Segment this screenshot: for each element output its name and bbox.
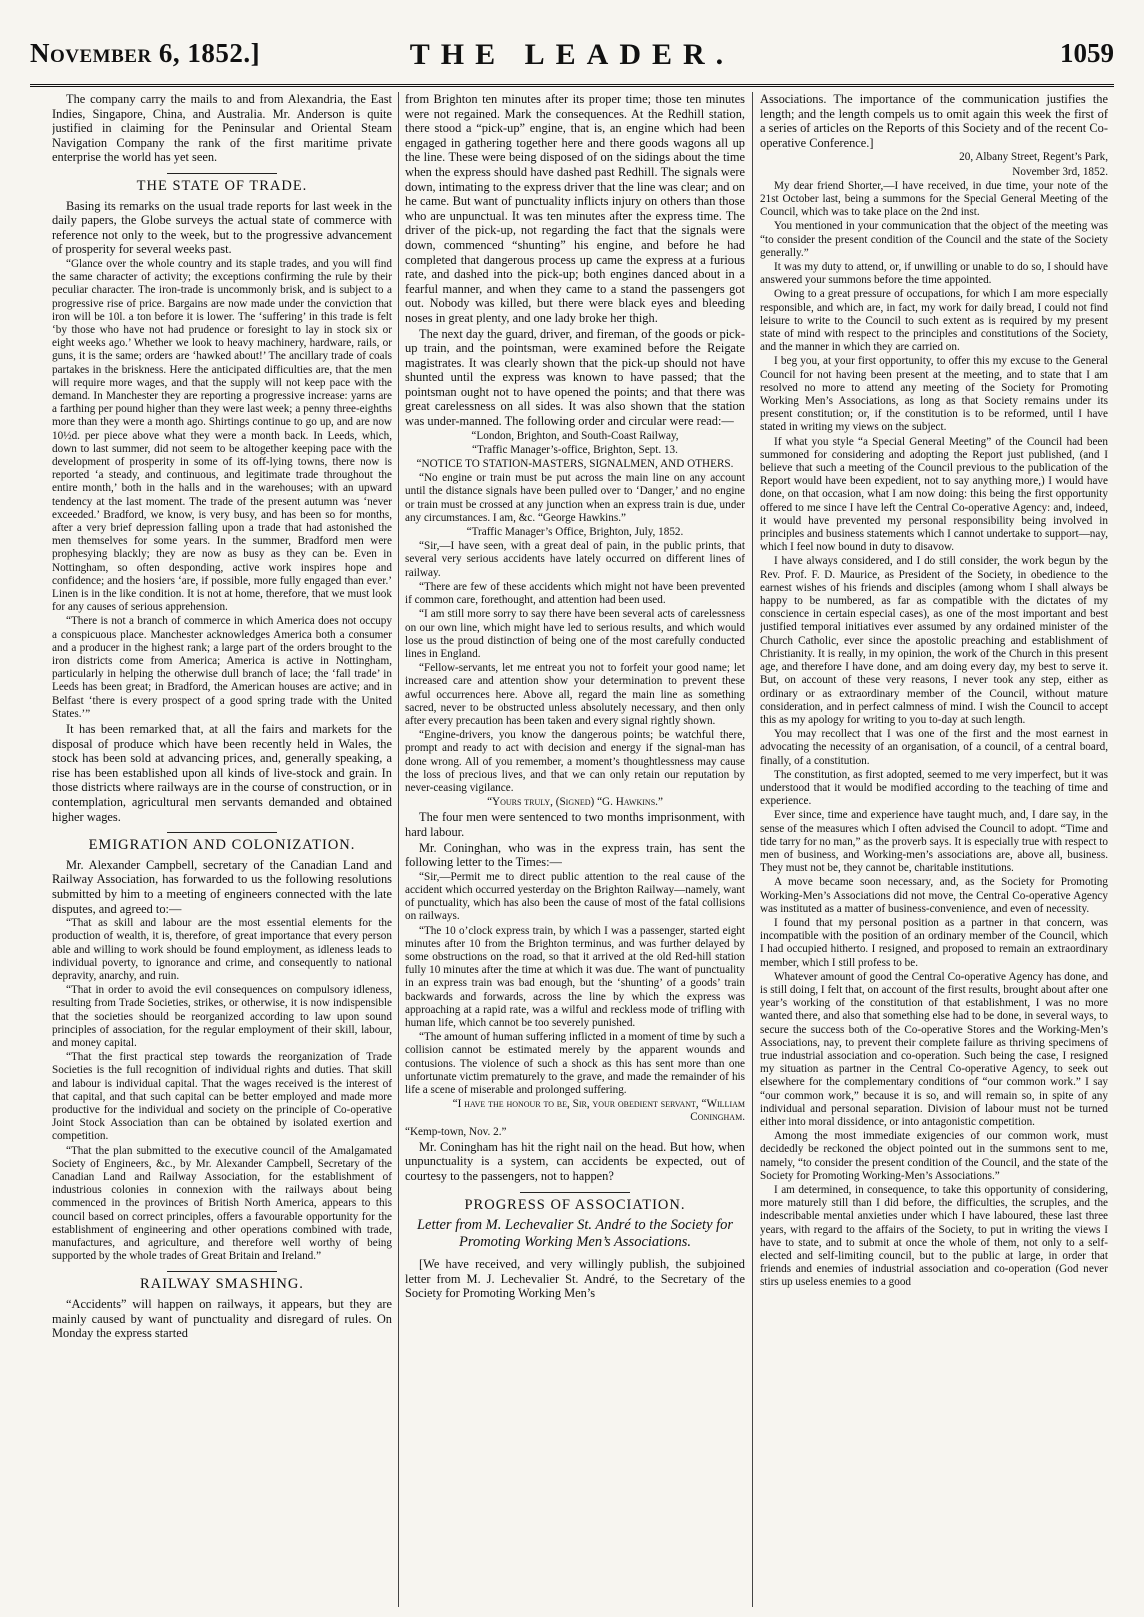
letter-paragraph: I found that my personal position as a partner in that concern, was incompatible with the position of an ordinary member of the Council, which I had occupied hitherto. I resigned, and proposed to remain an extraordinary member, which I still profess to be. [760,916,1108,969]
article-paragraph: Mr. Coninghan, who was in the express train, has sent the following letter to the Times:— [405,840,745,870]
column-divider [398,92,399,1607]
article-paragraph: “That in order to avoid the evil consequences on compulsory idleness, resulting from Trade Societies, strikes, or otherwise, it is now indispensible that the societies should be reorganized according to law upon sound principles of association, for the regular employment of their skill, labour, and money capital. [52,984,392,1049]
letter-paragraph: Among the most immediate exigencies of our common work, must decidedly be reckoned the object pointed out in the summons sent to me, namely, “to consider the present condition of the Council, and the state of the Society for Promoting Working-Men’s Associations.” [760,1130,1108,1182]
letter-paragraph: It was my duty to attend, or, if unwilling or unable to do so, I should have answered your summons before the time appointed. [760,261,1108,287]
article-paragraph: The four men were sentenced to two months imprisonment, with hard labour. [405,810,745,839]
column-1 [52,92,392,1607]
letter-paragraph: If what you style “a Special General Meeting” of the Council had been summoned for considering and adopting the Report just published, (and I believe that such a meeting of the Council previous to the publication of the Report would have been expedient, not to say anything more,) I would have done, on that occasion, what I am now doing: this being the first opportunity offered to me since I have left the Central Co-operative Agency: and, indeed, it would have prevented my personal responsibility being involved in principles and business statements which I cannot undertake to support—nay, which I feel now bound in duty to disavow. [760,435,1108,554]
article-paragraph: Associations. The importance of the communication justifies the length; and the length compels us to omit again this week the first of a series of articles on the Reports of this Society and of the recent Co-operative Conference.] [760,92,1108,150]
article-paragraph: “That the plan submitted to the executive council of the Amalgamated Society of Engineers, &c., by Mr. Alexander Campbell, Secretary of the Canadian Land and Railway Association, for the establishment of industrious colonies in connexion with the railways about being commenced in the provinces of British North America, appears to this council based on correct principles, offers a favourable opportunity for the establishment of engineering and other operations combined with trade, manufactures, and agriculture, and therefore well worthy of being supported by the whole trades of Great Britain and Ireland.” [52,1144,392,1263]
notice-header: “London, Brighton, and South-Coast Railway, [471,429,679,442]
column-divider [752,92,753,1607]
masthead [30,38,1114,87]
section-heading: THE STATE OF TRADE. [136,177,308,194]
article-paragraph: “There is not a branch of commerce in which America does not occupy a conspicuous place. Manchester acknowledges America both a consumer and a producer in the highest rank; a large part of the orders brought to the iron districts come from America; America is active in Nottingham, particularly in helping the otherwise dull branch of lace; the ‘fall trade’ in Leeds has been great; in Bradford, the American houses are active; and in Belfast ‘there is every prospect of a good spring trade with the United States.’” [52,615,392,720]
letter-paragraph: My dear friend Shorter,—I have received, in due time, your note of the 21st October last, being a summons for the Special General Meeting of the Council, which was to take place on the 2nd inst. [760,179,1108,219]
letter-paragraph: I am determined, in consequence, to take this opportunity of considering, more maturely still than I did before, the difficulties, the scruples, and the indescribable mental anxieties under which I have laboured, these last three years, with regard to the affairs of the Society, to put in writing the views I have to state, and to submit at once the whole of them, not only to a self-elected and self-limiting council, but to the public at large, in order that friends and enemies of industrial association and co-operation (God never stirs up useless enemies to a good [760,1184,1108,1289]
circular-paragraph: “Fellow-servants, let me entreat you not to forfeit your good name; let increased care and attention show your determination to prevent these awful occurrences here. Above all, regard the main line as something sacred, never to be obstructed unless absolutely necessary, and then only after every precaution has been taken and every signal rightly shown. [405,662,745,727]
article-paragraph: “Accidents” will happen on railways, it appears, but they are mainly caused by want of punctuality and disregard of rules. On Monday the express started [52,1297,392,1341]
circular-signature: “Yours truly, (Signed) “G. Hawkins.” [487,796,663,809]
letter-paragraph: Owing to a great pressure of occupations, for which I am more especially responsible, and which are, in fact, my work for daily bread, I could not find leisure to write to the Council to such extent as is required by my present state of mind with respect to the principles and constitutions of the Society, and the manner in which they are carried on. [760,288,1108,354]
circular-paragraph: “There are few of these accidents which might not have been prevented if common care, forethought, and attention had been used. [405,580,745,607]
article-paragraph: “That as skill and labour are the most essential elements for the production of wealth, it is, therefore, of great importance that every person able and willing to work should be found employment, as idleness leads to individual poverty, to ignorance and crime, and consequently to national depravity, anarchy, and ruin. [52,917,392,982]
column-3 [760,92,1108,1607]
article-paragraph: Basing its remarks on the usual trade reports for last week in the daily papers, the Globe surveys the actual state of commerce with reference not only to the week, but to the progressive advancement of prosperity for several weeks past. [52,198,392,257]
letter-paragraph: “The amount of human suffering inflicted in a moment of time by such a collision cannot be estimated merely by the apparent wounds and contusions. The violence of such a shock as this has sent more than one unfortunate victim prematurely to the grave, and made the remainder of his life a scene of miserable and prolonged suffering. [405,1031,745,1096]
letter-paragraph: You may recollect that I was one of the first and the most earnest in advocating the necessity of an organisation, of a council, of a central board, finally, of a constitution. [760,728,1108,767]
article-paragraph: from Brighton ten minutes after its proper time; those ten minutes were not regained. Mark the consequences. At the Redhill station, there stood a “pick-up” engine, that is, an engine which had been engaged in gathering together here and there goods wagons all up the line. These were being disposed of on the sidings about the time when the express should have dashed past Redhill. The signals were down, intimating to the express driver that the line was clear; and on he came. But want of punctuality inflicts injury on others than those who are unpunctual. It was ten minutes after the express time. The driver of the pick-up, not regarding the fact that the signals were down, commenced “shunting” his engine, and before he had completed that dangerous process up came the express at a furious rate, and dashed into the pick-up; both engines danced about in a fearful manner, and when they came to a stand the passengers got out. Nobody was killed, but there were black eyes and bleeding noses in great plenty, and one lady broke her thigh. [405,92,745,325]
section-heading: RAILWAY SMASHING. [140,1276,304,1293]
letter-paragraph: I beg you, at your first opportunity, to offer this my excuse to the General Council for not having been present at the meeting, and to state that I am resolved no more to attend any meeting of the Society for Promoting Working Men’s Associations, as long as that Society remains under its present constitution; or, if the constitution is to be reformed, until I have stated in writing my views on the subject. [760,355,1108,434]
section-heading: PROGRESS OF ASSOCIATION. [464,1196,686,1213]
circular-paragraph: “Engine-drivers, you know the dangerous points; be watchful there, prompt and ready to act with decision and energy if the signal-man has done wrong. All of you remember, a moment’s thoughtlessness may cause the loss of precious lives, and that we can only retain our reputation by never-ceasing vigilance. [405,729,745,794]
section-rule [167,173,277,174]
letter-paragraph: The constitution, as first adopted, seemed to me very imperfect, but it was understood that it would be modified according to the teaching of time and experience. [760,768,1108,808]
column-2 [405,92,745,1607]
article-paragraph: It has been remarked that, at all the fairs and markets for the disposal of produce which have been recently held in Wales, the stock has been sold at advancing prices, and, generally speaking, a rise has been established upon all kinds of live-stock and grain. In those districts where railways are in the course of construction, or in contemplation, agricultural men servants demanded and obtained higher wages. [52,722,392,824]
letter-paragraph: Whatever amount of good the Central Co-operative Agency has done, and is still doing, I felt that, on account of the first results, brought about after one year’s working of the constitution of that establishment, I was no more wanted there, and also that something else had to be done, in several ways, to secure the success both of the Co-operative Stores and the Working-Men’s Associations, nay, to prevent their complete failure as thriving specimens of true industrial association and co-operation. Such being the case, I resigned my situation as partner in the Central Co-operative Agency, to seek out elsewhere for the complementary conditions of “our common work.” I say “our common work,” because it is so, and will remain so, in spite of any individual and personal separation. Division of labour must not be turned either into moral dissidence, or into antagonistic competition. [760,970,1108,1128]
section-rule [167,832,277,833]
newspaper-title: THE LEADER. [409,38,735,71]
section-rule [167,1271,277,1272]
letter-paragraph: “Sir,—Permit me to direct public attention to the real cause of the accident which occurred yesterday on the Brighton Railway—namely, want of punctuality, which has also been the cause of most of the fatal collisions on railways. [405,870,745,923]
article-paragraph: Mr. Alexander Campbell, secretary of the Canadian Land and Railway Association, has forwarded to us the following resolutions submitted by him to a meeting of engineers connected with the late disputes, and agreed to:— [52,857,392,916]
circular-header: “Traffic Manager’s Office, Brighton, July, 1852. [466,526,684,539]
article-paragraph: “Glance over the whole country and its staple trades, and you will find the same character of activity; the exceptions confirming the rule by their peculiar character. The iron-trade is uncommonly brisk, and is subject to a progressive rise of price. Bargains are now made under the conviction that iron will be 10l. a ton before it is lower. The ‘suffering’ in this trade is felt ‘by those who have not had prudence or foresight to lay in stock six or eight weeks ago.’ Whether we look to heavy machinery, hardware, rails, or guns, it is the same; orders are ‘hawked about!’ The ancillary trade of coals partakes in the briskness. Here the anticipated difficulties are, that the men will require more wages, and that the supply will not keep pace with the demand. In Manchester they are reporting a progressive increase: yarns are a farthing per pound higher than they were last week; a penny three-eighths more than they were a month ago. Shirtings continue to go up, and are now 10½d. per piece above what they were a month back. In Leeds, which, down to last summer, did not seem to be altogether keeping pace with the development of prosperity in some of its off-lying towns, there now is reported ‘a steady, and continuous, and legitimate trade throughout the entire month,’ both in the halls and in the warehouses; with an upward tendency at the last moment. The trade of the present autumn was ‘never exceeded.’ Bradford, we know, is very busy, and has been so for months, after a very brief depression falling upon a trade that had astonished the men themselves for some years. In the summer, Bradford men were prophesying blackly; they are now as busy as they can be. Even in Nottingham, so often desponding, active work inspires hope and confidence; and the hosiers ‘are, if possible, more fully engaged than ever.’ Linen is in the like condition. It is not at home, therefore, that we must look for any causes of serious apprehension. [52,257,392,614]
circular-paragraph: “Sir,—I have seen, with a great deal of pain, in the public prints, that several very serious accidents have lately occurred on different lines of railway. [405,540,745,579]
letter-signature: “I have the honour to be, Sir, your obedient servant, “William Coningham. [452,1098,745,1124]
notice-header: “Traffic Manager’s-office, Brighton, Sept. 13. [472,443,678,456]
letter-paragraph: You mentioned in your communication that the object of the meeting was “to consider the present condition of the Council and the state of the Society generally.” [760,220,1108,259]
circular-paragraph: “I am still more sorry to say there have been several acts of carelessness on our own line, which might have led to serious results, and which would lose us the proud distinction of being one of the most carefully conducted lines in England. [405,608,745,660]
article-paragraph: [We have received, and very willingly publish, the subjoined letter from M. J. Lechevalier St. André, to the Secretary of the Society for Promoting Working Men’s [405,1257,745,1301]
letter-paragraph: Ever since, time and experience have taught much, and, I dare say, in the sense of the measures which I often advised the Council to adopt. “Time and tide tarry for no man,” as the proverb says. It is especially true with respect to men of business, and Working-men’s associations are, above all, business. They must not be, they cannot be, charitable institutions. [760,809,1108,875]
section-heading: EMIGRATION AND COLONIZATION. [88,837,356,854]
article-paragraph: “That the first practical step towards the reorganization of Trade Societies is the full recognition of individual rights and duties. That skill and labour is individual capital. That the wages received is the interest of that capital, and that such capital can be better employed and made more productive for the individual and society on the principle of Co-operative Joint Stock Association than can be obtained by isolated exertion and competition. [52,1051,392,1143]
notice-body: “No engine or train must be put across the main line on any account until the distance signals have been pulled over to ‘Danger,’ and no engine or train must be crossed at any junction when an express train is due, under any circumstances. I am, &c. “George Hawkins.” [405,472,745,524]
letter-paragraph: I have always considered, and I do still consider, the work begun by the Rev. Prof. F. D. Maurice, as President of the Society, in obedience to the earnest wishes of his friends and disciples (among whom I shall always be happy to be numbered, as far as compatible with the dictates of my conscience in certain especial cases), as one of the most important and best justified temporal initiatives ever assumed by any ordained minister of the Church Catholic, ever since the apostolic preaching and establishment of Christianity. It is really, in my opinion, the work of the Church in this present age, and therefore I have done, and am doing every day, my best to serve it. But, on account of these very reasons, I never took any step, either as ordinary or as extraordinary member of the Council, without mature consideration, and in perfect calmness of mind. I wish the Council to accept this as my apology for writing to you to-day at such length. [760,555,1108,726]
article-paragraph: The company carry the mails to and from Alexandria, the East Indies, Singapore, China, and Australia. Mr. Anderson is quite justified in claiming for the Peninsular and Oriental Steam Navigation Company the rank of the first maritime private enterprise the world has yet seen. [52,92,392,165]
section-subheading: Letter from M. Lechevalier St. André to the Society for Promoting Working Men’s Associations. [416,1217,734,1251]
letter-date: November 3rd, 1852. [1012,165,1108,178]
section-rule [520,1192,630,1193]
letter-place: “Kemp-town, Nov. 2.” [405,1125,507,1138]
issue-date: November 6, 1852.] [30,38,261,68]
article-paragraph: Mr. Coningham has hit the right nail on the head. But how, when unpunctuality is a system, can accidents be expected, out of courtesy to the passengers, not to happen? [405,1139,745,1183]
notice-title: “NOTICE TO STATION-MASTERS, SIGNALMEN, AND OTHERS. [416,458,734,471]
letter-paragraph: “The 10 o’clock express train, by which I was a passenger, started eight minutes after 10 from the Brighton terminus, and was further delayed by some obstructions on the road, so that it arrived at the old Red-hill station fully 10 minutes after the time at which it was due. The want of punctuality in an express train was bad enough, but the ‘shunting’ of a goods’ train backwards and forwards, across the line by which the express was approaching at a rapid rate, was a wilful and reckless mode of trifling with human life, which cannot be too severely punished. [405,924,745,1029]
article-paragraph: The next day the guard, driver, and fireman, of the goods or pick-up train, and the pointsman, were examined before the Reigate magistrates. It was clearly shown that the pick-up should not have shunted until the express was known to have passed; that the pointsman ought not to have opened the points; and that there was great carelessness on all sides. It was also shown that the station was under-manned. The following order and circular were read:— [405,326,745,429]
letter-paragraph: A move became soon necessary, and, as the Society for Promoting Working-Men’s Associations did not move, the Central Co-operative Agency was instituted as a matter of business-convenience, and even of necessity. [760,876,1108,915]
letter-address: 20, Albany Street, Regent’s Park, [959,151,1108,164]
page-number: 1059 [1060,38,1114,68]
